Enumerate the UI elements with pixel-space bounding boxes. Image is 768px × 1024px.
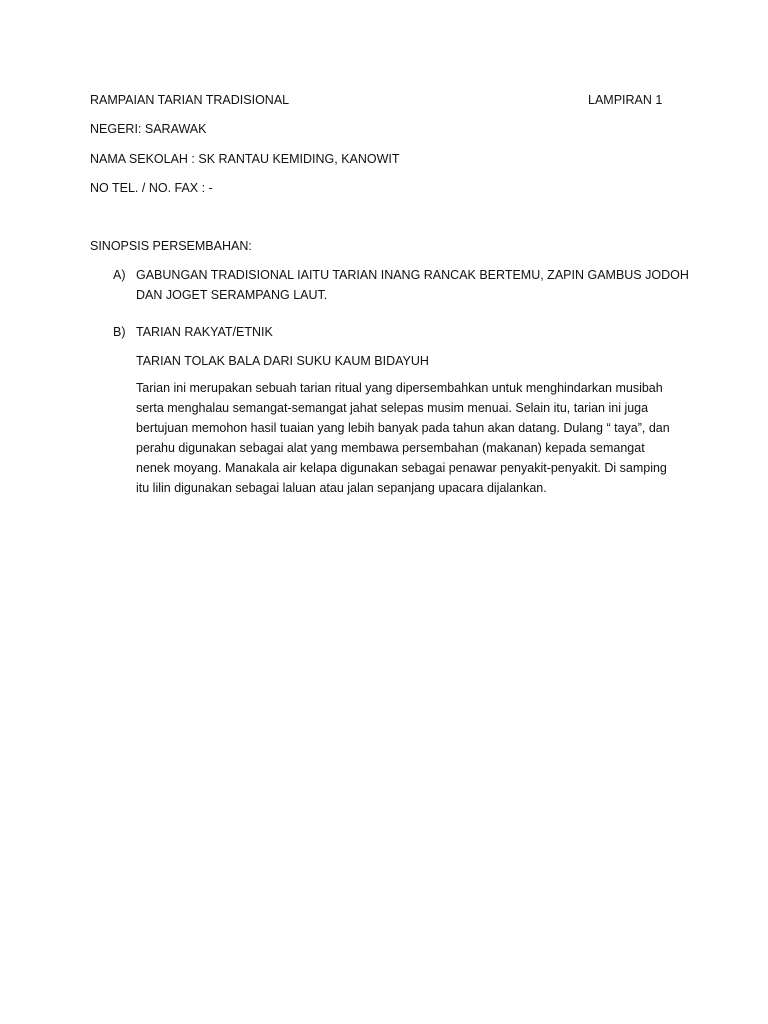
paragraph-line-4: perahu digunakan sebagai alat yang membawa persembahan (makanan) kepada semangat: [136, 441, 645, 455]
school-line: NAMA SEKOLAH : SK RANTAU KEMIDING, KANOWIT: [90, 152, 400, 166]
paragraph-line-5: nenek moyang. Manakala air kelapa digunakan sebagai penawar penyakit-penyakit. Di samping: [136, 461, 667, 475]
synopsis-heading: SINOPSIS PERSEMBAHAN:: [90, 239, 252, 253]
phone-fax-line: NO TEL. / NO. FAX : -: [90, 181, 213, 195]
item-a-text: [136, 265, 696, 305]
item-b-subtitle: TARIAN TOLAK BALA DARI SUKU KAUM BIDAYUH: [136, 354, 429, 368]
paragraph-line-3: bertujuan memohon hasil tuaian yang lebih banyak pada tahun akan datang. Dulang “ taya”, dan: [136, 421, 670, 435]
appendix-label: LAMPIRAN 1: [588, 93, 663, 107]
item-b-paragraph: [136, 378, 706, 498]
paragraph-line-2: serta menghalau semangat-semangat jahat selepas musim menuai. Selain itu, tarian ini juga: [136, 401, 649, 415]
item-b-title: TARIAN RAKYAT/ETNIK: [136, 325, 273, 339]
state-line: NEGERI: SARAWAK: [90, 122, 207, 136]
paragraph-line-6: itu lilin digunakan sebagai laluan atau jalan sepanjang upacara dijalankan.: [136, 481, 547, 495]
item-a-marker: A): [113, 268, 126, 282]
item-a-line-2: DAN JOGET SERAMPANG LAUT.: [136, 288, 328, 302]
paragraph-line-1: Tarian ini merupakan sebuah tarian ritual yang dipersembahkan untuk menghindarkan musibah: [136, 381, 663, 395]
item-b-marker: B): [113, 325, 126, 339]
item-a-line-1: GABUNGAN TRADISIONAL IAITU TARIAN INANG RANCAK BERTEMU, ZAPIN GAMBUS JODOH: [136, 268, 689, 282]
document-title: RAMPAIAN TARIAN TRADISIONAL: [90, 93, 290, 107]
